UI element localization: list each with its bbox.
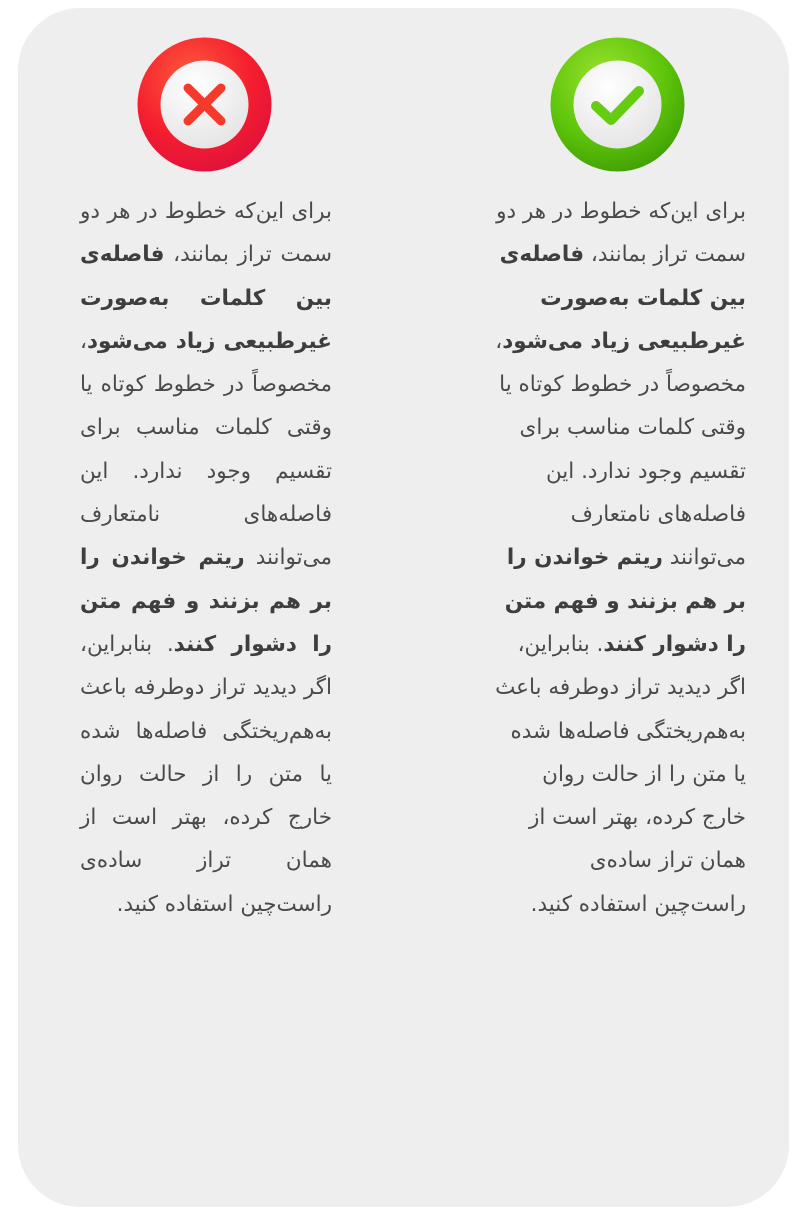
text-segment: برای این‌که خطوط در هر دو سمت تراز بمانند،: [496, 199, 746, 268]
comparison-card: [18, 8, 789, 1207]
text-segment: . بنابراین، اگر دیدید تراز دوطرفه باعث به‌هم‌ریختگی فاصله‌ها شده یا متن را از حالت روان خارج کرده، بهتر است از همان تراز ساده‌ی راست‌چین استفاده کنید.: [495, 631, 746, 917]
bold-segment: ریتم خواندن را بر هم بزنند و فهم متن را دشوار کنند: [80, 545, 332, 657]
bold-segment: فاصله‌ی بین کلمات به‌صورت غیرطبیعی زیاد می‌شود: [499, 242, 746, 354]
text-segment: برای این‌که خطوط در هر دو سمت تراز بمانند،: [80, 199, 332, 268]
text-segment: . بنابراین، اگر دیدید تراز دوطرفه باعث به‌هم‌ریختگی فاصله‌ها شده یا متن را از حالت روان خارج کرده، بهتر است از همان تراز ساده‌ی راست‌چین استفاده کنید.: [80, 631, 332, 917]
justified-text-example: [80, 190, 332, 926]
check-mark-icon: [549, 36, 686, 173]
right-aligned-text-example: [494, 190, 746, 926]
text-segment: ، مخصوصاً در خطوط کوتاه یا وقتی کلمات مناسب برای تقسیم وجود ندارد. این فاصله‌های نامتعارف می‌توانند: [80, 328, 333, 571]
text-segment: ، مخصوصاً در خطوط کوتاه یا وقتی کلمات مناسب برای تقسیم وجود ندارد. این فاصله‌های نامتعارف می‌توانند: [495, 328, 746, 571]
bold-segment: ریتم خواندن را بر هم بزنند و فهم متن را دشوار کنند: [504, 545, 746, 657]
x-mark-icon: [136, 36, 273, 173]
bold-segment: فاصله‌ی بین کلمات به‌صورت غیرطبیعی زیاد می‌شود: [80, 242, 332, 354]
